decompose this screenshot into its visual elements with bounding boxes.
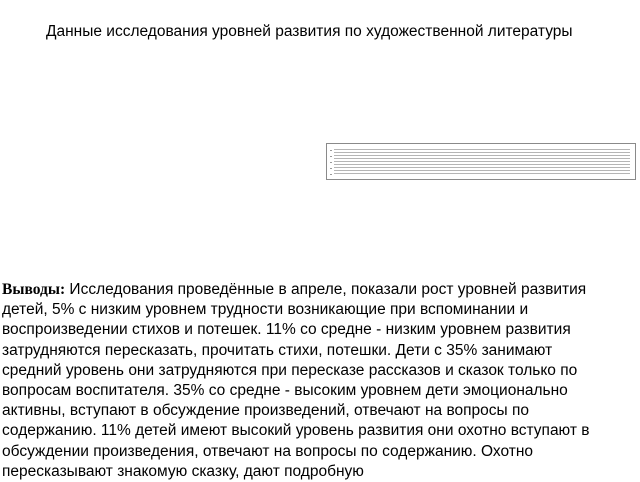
table-rule [334, 158, 630, 159]
table-tick [330, 168, 332, 169]
table-rule [334, 149, 630, 150]
table-rule [334, 152, 630, 153]
embedded-table-thumbnail [326, 143, 636, 180]
table-rule [334, 173, 630, 174]
table-rule [334, 167, 630, 168]
slide-title: Данные исследования уровней развития по художественной литературы [46, 23, 573, 40]
conclusions-label: Выводы: [2, 281, 66, 298]
table-tick [330, 156, 332, 157]
table-tick [330, 162, 332, 163]
table-rules [334, 149, 630, 174]
table-rule [334, 155, 630, 156]
table-rule [334, 164, 630, 165]
table-tick [330, 150, 332, 151]
table-tick [330, 174, 332, 175]
conclusions-text: Исследования проведённые в апреле, показали рост уровней развития детей, 5% с низким уровнем трудности возникающие при вспоминании и воспроизведении стихов и потешек. 11% со средне - низким уровнем развития затрудняются пересказать, прочитать стихи, потешки. Дети с 35% занимают средний уровень они затрудняются при пересказе рассказов и сказок только по вопросам воспитателя. 35% со средне - высоким уровнем дети эмоционально активны, вступают в обсуждение произведений, отвечают на вопросы по содержанию. 11% детей имеют высокий уровень развития они охотно вступают в обсуждении произведения, отвечают на вопросы по содержанию. Охотно пересказывают знакомую сказку, дают подробную [2, 281, 590, 480]
table-rule [334, 161, 630, 162]
table-rule [334, 170, 630, 171]
conclusions-paragraph [2, 280, 602, 482]
